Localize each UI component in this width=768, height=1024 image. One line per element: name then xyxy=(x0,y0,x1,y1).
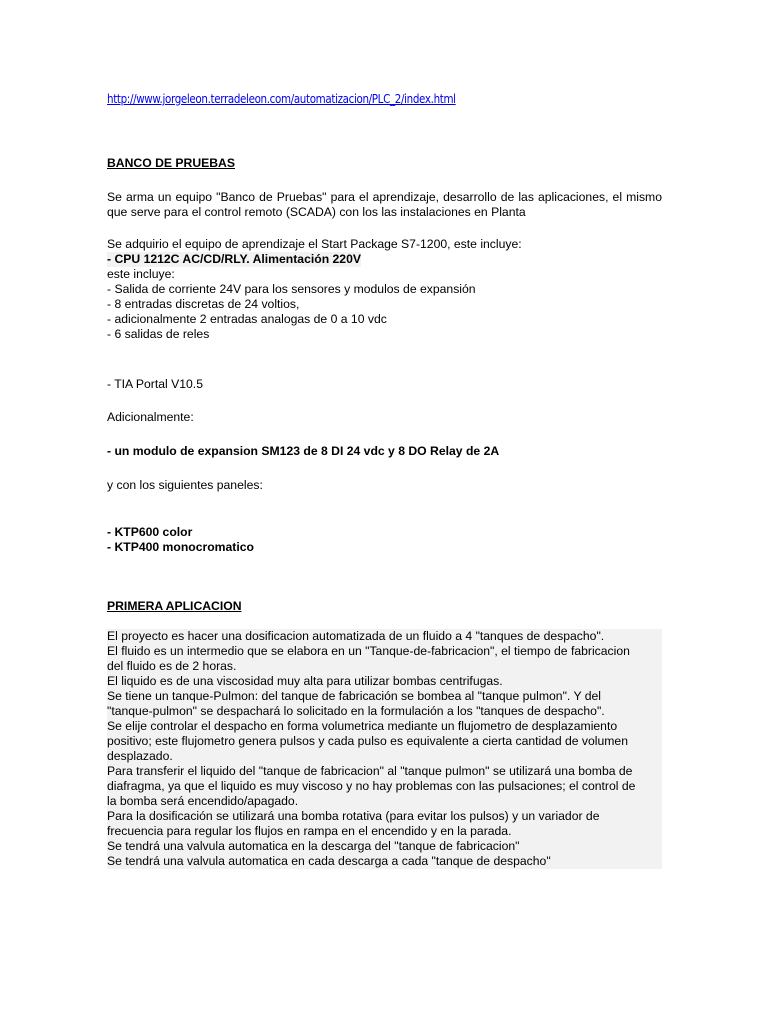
primera-line: El liquido es de una viscosidad muy alta para utilizar bombas centrifugas. xyxy=(107,674,662,689)
paneles-intro: y con los siguientes paneles: xyxy=(107,478,263,492)
source-link[interactable]: http://www.jorgeleon.terradeleon.com/automatizacion/PLC_2/index.html xyxy=(107,92,456,106)
primera-line: Se tendrá una valvula automatica en cada descarga a cada "tanque de despacho" xyxy=(107,854,662,869)
paneles-list xyxy=(107,525,662,555)
equipo-line-intro: Se adquirio el equipo de aprendizaje el Start Package S7-1200, este incluye: xyxy=(107,237,522,251)
modulo-expansion: - un modulo de expansion SM123 de 8 DI 24 vdc y 8 DO Relay de 2A xyxy=(107,444,500,458)
equipo-line-cpu xyxy=(107,252,662,267)
primera-line: positivo; este flujometro genera pulsos y cada pulso es equivalente a cierta cantidad de volumen xyxy=(107,734,662,749)
equipo-line-reles: - 6 salidas de reles xyxy=(107,327,210,341)
primera-line: "tanque-pulmon" se despachará lo solicitado en la formulación a los "tanques de despacho". xyxy=(107,704,662,719)
tia-portal: - TIA Portal V10.5 xyxy=(107,377,203,391)
primera-line: El proyecto es hacer una dosificacion automatizada de un fluido a 4 "tanques de despacho". xyxy=(107,629,662,644)
primera-body xyxy=(107,629,662,869)
equipo-line-analogas: - adicionalmente 2 entradas analogas de 0 a 10 vdc xyxy=(107,312,387,326)
primera-line: Se tiene un tanque-Pulmon: del tanque de fabricación se bombea al "tanque pulmon". Y del xyxy=(107,689,662,704)
primera-line: del fluido es de 2 horas. xyxy=(107,659,662,674)
primera-line: El fluido es un intermedio que se elabora en un "Tanque-de-fabricacion", el tiempo de fabricacion xyxy=(107,644,662,659)
panel-ktp600: - KTP600 color xyxy=(107,525,193,539)
equipo-list xyxy=(107,237,662,342)
cpu-highlight: - CPU 1212C AC/CD/RLY. Alimentación 220V xyxy=(107,252,361,266)
primera-heading: PRIMERA APLICACION xyxy=(107,599,242,613)
equipo-line-entradas: - 8 entradas discretas de 24 voltios, xyxy=(107,297,300,311)
primera-line: diafragma, ya que el liquido es muy viscoso y no hay problemas con las pulsaciones; el control de xyxy=(107,779,662,794)
primera-line: desplazado. xyxy=(107,749,662,764)
banco-heading: BANCO DE PRUEBAS xyxy=(107,156,235,170)
primera-line: la bomba será encendido/apagado. xyxy=(107,794,662,809)
panel-ktp400: - KTP400 monocromatico xyxy=(107,540,254,554)
primera-line: Se elije controlar el despacho en forma volumetrica mediante un flujometro de desplazamiento xyxy=(107,719,662,734)
equipo-line-salida: - Salida de corriente 24V para los sensores y modulos de expansión xyxy=(107,282,476,296)
adicionalmente: Adicionalmente: xyxy=(107,410,194,424)
banco-intro: Se arma un equipo "Banco de Pruebas" para el aprendizaje, desarrollo de las aplicaciones, el mismo que serve para el control remoto (SCADA) con los las instalaciones en Planta xyxy=(107,190,662,219)
equipo-line-incluye: este incluye: xyxy=(107,267,175,281)
primera-line: frecuencia para regular los flujos en rampa en el encendido y en la parada. xyxy=(107,824,662,839)
primera-line: Se tendrá una valvula automatica en la descarga del "tanque de fabricacion" xyxy=(107,839,662,854)
primera-line: Para transferir el liquido del "tanque de fabricacion" al "tanque pulmon" se utilizará una bomba de xyxy=(107,764,662,779)
primera-line: Para la dosificación se utilizará una bomba rotativa (para evitar los pulsos) y un variador de xyxy=(107,809,662,824)
